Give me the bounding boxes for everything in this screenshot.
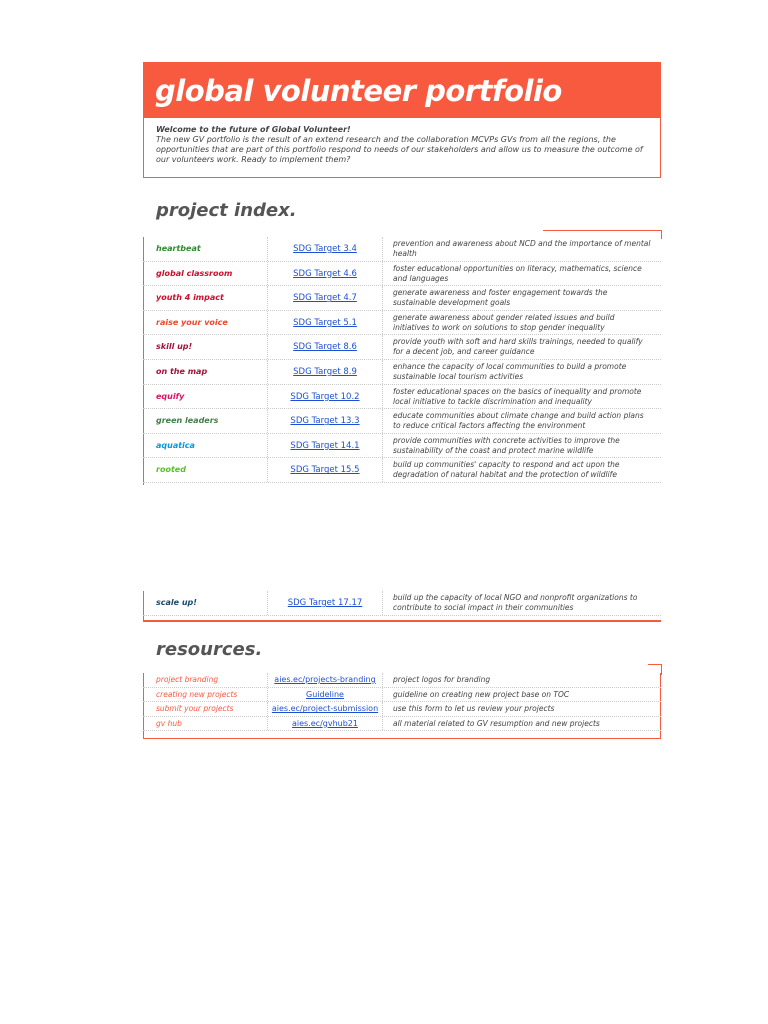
- project-row: [143, 335, 661, 360]
- resource-description: use this form to let us review your projects: [393, 704, 555, 714]
- sdg-target-link[interactable]: SDG Target 10.2: [267, 385, 383, 409]
- project-row: [143, 360, 661, 385]
- project-row: [143, 286, 661, 311]
- project-name: equify: [156, 391, 185, 401]
- sdg-target-link[interactable]: SDG Target 15.5: [267, 458, 383, 482]
- project-description: enhance the capacity of local communities to build a promote sustainable local tourism activities: [393, 361, 627, 381]
- resource-description: project logos for branding: [393, 675, 491, 684]
- resource-name: gv hub: [156, 718, 182, 728]
- project-description: prevention and awareness about NCD and the importance of mental health: [393, 239, 651, 258]
- resource-link[interactable]: aies.ec/project-submission: [267, 702, 383, 716]
- sdg-target-link[interactable]: SDG Target 5.1: [267, 311, 383, 335]
- portfolio-header: [143, 62, 661, 118]
- project-name: green leaders: [156, 416, 219, 426]
- project-description: generate awareness about gender related issues and build initiatives to work on solutions to stop gender inequality: [393, 312, 615, 332]
- project-name: rooted: [156, 465, 186, 475]
- resource-name: creating new projects: [156, 689, 238, 699]
- project-description: provide youth with soft and hard skills trainings, needed to qualify for a decent job, and career guidance: [393, 337, 643, 357]
- project-description: foster educational spaces on the basics of inequality and promote local initiative to tackle discrimination and inequality: [393, 386, 642, 406]
- sdg-target-link[interactable]: SDG Target 8.9: [267, 360, 383, 384]
- resource-name: project branding: [156, 675, 219, 684]
- intro-body: The new GV portfolio is the result of an extend research and the collaboration MCVPs GVs from all the regions, the opportunities that are part of this portfolio respond to needs of our stakeholders and allow us to measure the outcome of our volunteers work. Ready to implement them?: [156, 135, 643, 164]
- resource-link[interactable]: aies.ec/gvhub21: [267, 717, 383, 731]
- page-title: global volunteer portfolio: [155, 74, 562, 108]
- resources-table: [143, 673, 661, 731]
- intro-welcome: Welcome to the future of Global Volunteer!: [156, 125, 351, 134]
- resource-row: [143, 688, 661, 703]
- resources-title: resources.: [156, 639, 263, 660]
- project-name: on the map: [156, 366, 208, 376]
- project-name: aquatica: [156, 440, 195, 450]
- sdg-target-link[interactable]: SDG Target 8.6: [267, 335, 383, 359]
- resource-row: [143, 702, 661, 717]
- project-description: educate communities about climate change and build action plans to reduce critical factors affecting the environment: [393, 411, 644, 431]
- project-row: [143, 237, 661, 262]
- sdg-target-link[interactable]: SDG Target 4.7: [267, 286, 383, 310]
- resource-description: guideline on creating new project base on TOC: [393, 689, 570, 699]
- project-name: skill up!: [156, 342, 193, 352]
- sdg-target-link[interactable]: SDG Target 17.17: [267, 591, 383, 615]
- resource-link[interactable]: Guideline: [267, 688, 383, 702]
- resource-row: [143, 717, 661, 732]
- intro-box: [143, 118, 661, 178]
- project-name: global classroom: [156, 268, 233, 278]
- resource-link[interactable]: aies.ec/projects-branding: [267, 673, 383, 687]
- project-row: [143, 434, 661, 459]
- sdg-target-link[interactable]: SDG Target 4.6: [267, 262, 383, 286]
- table-bottom-border: [143, 738, 661, 739]
- project-row: [143, 385, 661, 410]
- table-bottom-border: [143, 620, 661, 622]
- project-index-table: [143, 237, 661, 483]
- sdg-target-link[interactable]: SDG Target 3.4: [267, 237, 383, 261]
- project-description: foster educational opportunities on literacy, mathematics, science and languages: [393, 263, 642, 283]
- project-row: [143, 262, 661, 287]
- project-index-title: project index.: [156, 200, 297, 221]
- project-index-table-continued: [143, 591, 661, 616]
- resource-description: all material related to GV resumption and new projects: [393, 718, 600, 728]
- project-description: build up the capacity of local NGO and nonprofit organizations to contribute to social impact in their communities: [393, 593, 638, 612]
- project-row: [143, 409, 661, 434]
- project-name: scale up!: [156, 598, 197, 607]
- project-row: [143, 458, 661, 483]
- sdg-target-link[interactable]: SDG Target 13.3: [267, 409, 383, 433]
- project-name: youth 4 impact: [156, 293, 224, 303]
- project-name: heartbeat: [156, 244, 201, 253]
- project-row: [143, 591, 661, 616]
- project-name: raise your voice: [156, 317, 228, 327]
- project-description: build up communities' capacity to respond and act upon the degradation of natural habitat and the protection of wildlife: [393, 460, 620, 480]
- project-description: provide communities with concrete activities to improve the sustainability of the coast and protect marine wildlife: [393, 435, 620, 455]
- project-row: [143, 311, 661, 336]
- resource-name: submit your projects: [156, 704, 234, 714]
- project-description: generate awareness and foster engagement towards the sustainable development goals: [393, 288, 608, 308]
- resource-row: [143, 673, 661, 688]
- sdg-target-link[interactable]: SDG Target 14.1: [267, 434, 383, 458]
